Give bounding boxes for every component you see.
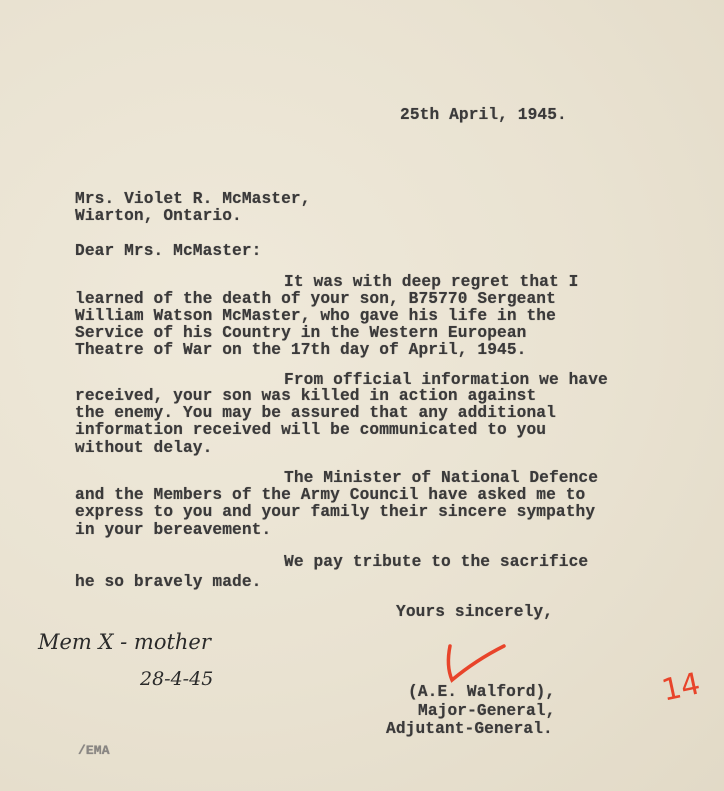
paragraph-line: the enemy. You may be assured that any additional	[75, 404, 556, 422]
recipient-address: Wiarton, Ontario.	[75, 207, 242, 225]
paragraph-line: The Minister of National Defence	[284, 469, 599, 487]
paragraph-line: We pay tribute to the sacrifice	[284, 553, 589, 571]
paragraph-line: he so bravely made.	[75, 573, 262, 591]
handwritten-date: 28-4-45	[140, 668, 214, 690]
handwritten-note: Mem X - mother	[38, 630, 211, 654]
signatory-rank: Major-General,	[418, 702, 556, 720]
recipient-name: Mrs. Violet R. McMaster,	[75, 190, 311, 208]
paragraph-line: learned of the death of your son, B75770 Sergeant	[75, 290, 556, 308]
paragraph-line: Service of his Country in the Western European	[75, 324, 527, 342]
reference-initials: /EMA	[78, 743, 110, 758]
paragraph-line: received, your son was killed in action against	[75, 387, 537, 405]
letter-date: 25th April, 1945.	[400, 106, 567, 124]
signatory-title: Adjutant-General.	[386, 720, 553, 738]
red-page-number: 14	[658, 666, 704, 709]
paragraph-line: William Watson McMaster, who gave his life in the	[75, 307, 556, 325]
paragraph-line: Theatre of War on the 17th day of April, 1945.	[75, 341, 527, 359]
salutation: Dear Mrs. McMaster:	[75, 242, 262, 260]
red-checkmark-icon	[440, 640, 510, 685]
paragraph-line: From official information we have	[284, 371, 608, 389]
paragraph-line: It was with deep regret that I	[284, 273, 579, 291]
signatory-name: (A.E. Walford),	[408, 683, 556, 701]
paragraph-line: express to you and your family their sincere sympathy	[75, 503, 596, 521]
paragraph-line: and the Members of the Army Council have asked me to	[75, 486, 586, 504]
closing: Yours sincerely,	[396, 603, 554, 621]
paragraph-line: in your bereavement.	[75, 521, 272, 539]
paragraph-line: without delay.	[75, 439, 213, 457]
paragraph-line: information received will be communicated to you	[75, 421, 547, 439]
